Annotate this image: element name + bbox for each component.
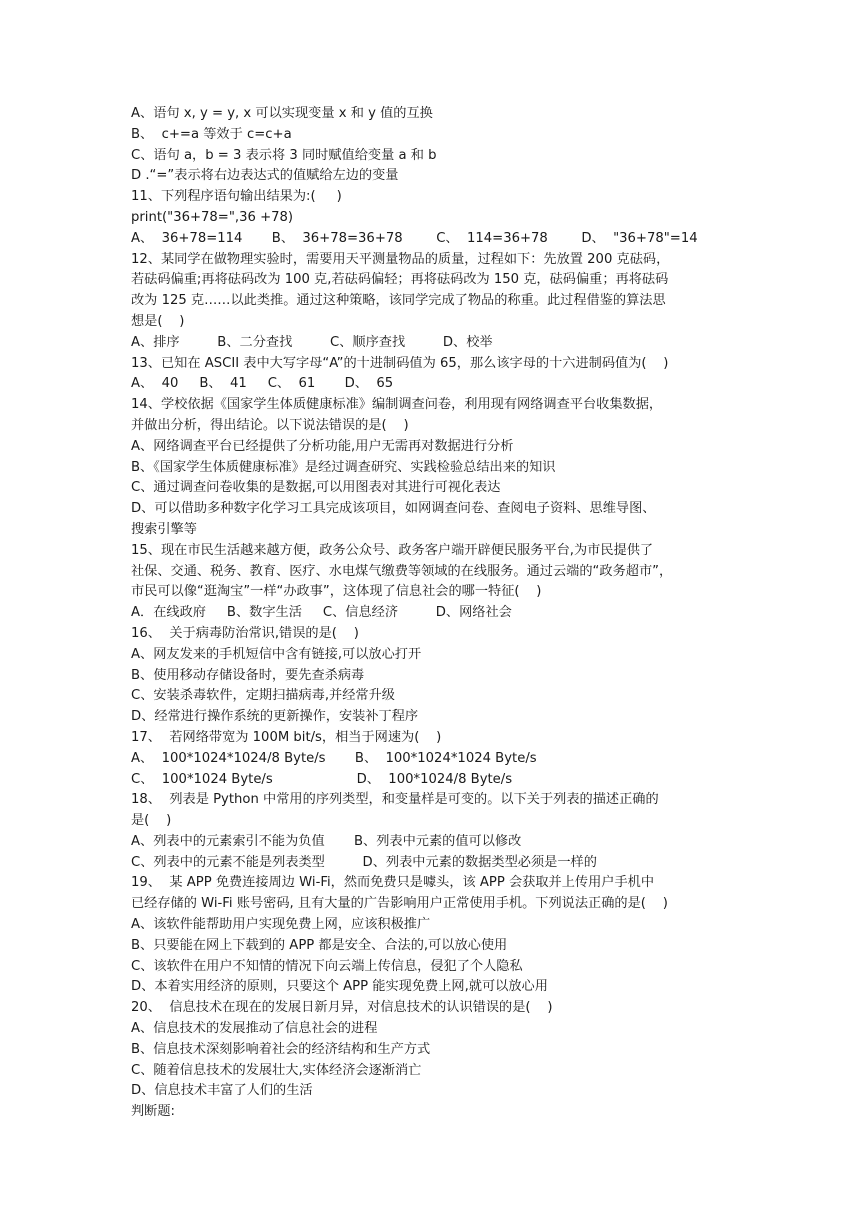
text-line: A、信息技术的发展推动了信息社会的进程 xyxy=(131,1021,378,1037)
text-line: 搜索引擎等 xyxy=(131,521,197,537)
text-line: 市民可以像“逛淘宝”一样“办政事”，这体现了信息社会的哪一特征( ) xyxy=(131,584,542,600)
text-line: B、信息技术深刻影响着社会的经济结构和生产方式 xyxy=(131,1041,431,1057)
text-line: 想是( ) xyxy=(131,313,185,329)
text-line: 15、现在市民生活越来越方便，政务公众号、政务客户端开辟便民服务平台,为市民提供了 xyxy=(131,542,654,558)
text-line: C、 100*1024 Byte/s D、 100*1024/8 Byte/s xyxy=(131,771,513,787)
text-line: A、 100*1024*1024/8 Byte/s B、 100*1024*1024 Byte/s xyxy=(131,750,537,766)
text-line: C、语句 a，b = 3 表示将 3 同时赋值给变量 a 和 b xyxy=(131,147,437,163)
text-line: B、 c+=a 等效于 c=c+a xyxy=(131,126,292,142)
text-line: B、使用移动存储设备时，要先查杀病毒 xyxy=(131,667,365,683)
text-line: C、通过调查问卷收集的是数据,可以用图表对其进行可视化表达 xyxy=(131,480,501,496)
text-line: A、列表中的元素索引不能为负值 B、列表中元素的值可以修改 xyxy=(131,833,522,849)
text-line: A、 40 B、 41 C、 61 D、 65 xyxy=(131,376,394,392)
text-line: 并做出分析，得出结论。以下说法错误的是( ) xyxy=(131,417,409,433)
text-line: 20、 信息技术在现在的发展日新月异，对信息技术的认识错误的是( ) xyxy=(131,1000,553,1016)
text-line: C、随着信息技术的发展壮大,实体经济会逐渐消亡 xyxy=(131,1062,422,1078)
text-line: B、只要能在网上下载到的 APP 都是安全、合法的,可以放心使用 xyxy=(131,937,508,953)
text-line: 12、某同学在做物理实验时，需要用天平测量物品的质量，过程如下：先放置 200 克砝码， xyxy=(131,251,670,267)
text-line: A、语句 x, y = y, x 可以实现变量 x 和 y 值的互换 xyxy=(131,106,433,121)
text-line: D、本着实用经济的原则，只要这个 APP 能实现免费上网,就可以放心用 xyxy=(131,979,548,995)
text-line: 是( ) xyxy=(131,813,172,829)
text-line: C、列表中的元素不能是列表类型 D、列表中元素的数据类型必须是一样的 xyxy=(131,854,597,870)
text-line: B、《国家学生体质健康标准》是经过调查研究、实践检验总结出来的知识 xyxy=(131,459,556,475)
text-line: 社保、交通、税务、教育、医疗、水电煤气缴费等领域的在线服务。通过云端的“政务超市”， xyxy=(131,563,673,579)
text-line: C、该软件在用户不知情的情况下向云端上传信息，侵犯了个人隐私 xyxy=(131,958,523,974)
text-line: A、网友发来的手机短信中含有链接,可以放心打开 xyxy=(131,646,422,662)
text-line: 13、已知在 ASCII 表中大写字母“A”的十进制码值为 65，那么该字母的十六进制码值为( ) xyxy=(131,355,669,371)
text-line: D、可以借助多种数字化学习工具完成该项目，如网调查问卷、查阅电子资料、思维导图、 xyxy=(131,501,656,517)
text-line: print("36+78=",36 +78) xyxy=(131,209,294,225)
text-line: A、排序 B、二分查找 C、顺序查找 D、校举 xyxy=(131,334,493,350)
text-line: 18、 列表是 Python 中常用的序列类型，和变量样是可变的。以下关于列表的描述正确的 xyxy=(131,792,659,808)
text-line: 改为 125 克……以此类推。通过这种策略，该同学完成了物品的称重。此过程借鉴的算法思 xyxy=(131,293,666,309)
text-line: 14、学校依据《国家学生体质健康标准》编制调查问卷，利用现有网络调查平台收集数据， xyxy=(131,397,663,413)
text-line: 17、 若网络带宽为 100M bit/s，相当于网速为( ) xyxy=(131,729,442,745)
text-line: D、经常进行操作系统的更新操作，安装补丁程序 xyxy=(131,709,419,725)
text-line: 判断题: xyxy=(131,1104,176,1120)
text-line: 11、下列程序语句输出结果为:( ) xyxy=(131,189,342,205)
text-line: 已经存储的 Wi-Fi 账号密码, 且有大量的广告影响用户正常使用手机。下列说法正确的是( ) xyxy=(131,896,668,912)
text-line: A、网络调查平台已经提供了分析功能,用户无需再对数据进行分析 xyxy=(131,438,514,454)
text-line: C、安装杀毒软件，定期扫描病毒,并经常升级 xyxy=(131,688,395,704)
text-line: A、 36+78=114 B、 36+78=36+78 C、 114=36+78 D、 "36+78"=14 xyxy=(131,230,698,246)
text-line: A、该软件能帮助用户实现免费上网，应该积极推广 xyxy=(131,917,431,933)
text-line: A．在线政府 B、数字生活 C、信息经济 D、网络社会 xyxy=(131,605,512,621)
text-line: 若砝码偏重;再将砝码改为 100 克,若砝码偏轻；再将砝码改为 150 克，砝码偏重；再将砝码 xyxy=(131,272,669,288)
text-line: D、信息技术丰富了人们的生活 xyxy=(131,1083,313,1099)
text-line: D .“=”表示将右边表达式的值赋给左边的变量 xyxy=(131,168,399,184)
question-text-block xyxy=(131,104,741,1123)
text-line: 16、 关于病毒防治常识,错误的是( ) xyxy=(131,625,359,641)
text-line: 19、 某 APP 免费连接周边 Wi-Fi，然而免费只是噱头，该 APP 会获取并上传用户手机中 xyxy=(131,875,655,891)
